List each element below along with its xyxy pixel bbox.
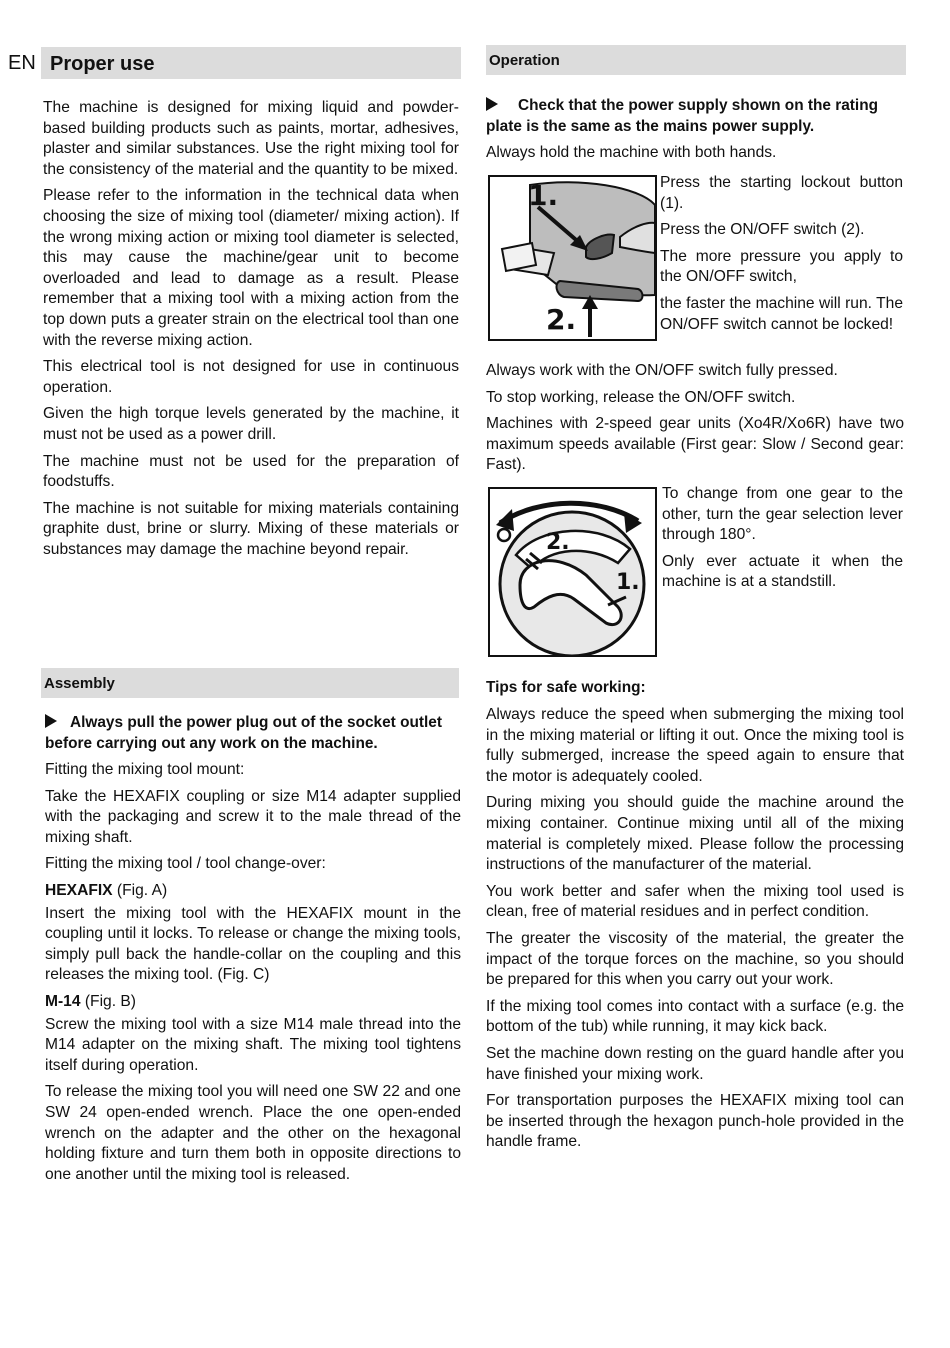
release-text: To release the mixing tool you will need one SW 22 and one SW 24 open-ended wrench. Place the one open-ended wrench on the adapter and the other on the hexagonal holding fixture and turn them both in opposite directions to one another until the mixing tool is released. <box>45 1083 461 1183</box>
gear-selector-illustration <box>490 489 655 655</box>
assembly-heading: Assembly <box>41 668 459 698</box>
figure-label-1: 1. <box>528 179 559 212</box>
assembly-warning: Always pull the power plug out of the socket outlet before carrying out any work on the machine. <box>45 714 442 752</box>
switch-figure <box>488 175 657 341</box>
switch-step-text: Press the ON/OFF switch (2). <box>660 221 865 239</box>
m14-title: M-14 (Fig. B) <box>45 992 136 1010</box>
stop-text: To stop working, release the ON/OFF switch. <box>486 388 796 406</box>
tips-paragraph: You work better and safer when the mixing tool used is clean, free of material residues and in perfect condition. <box>486 882 904 921</box>
gear-step-text: Only ever actuate it when the machine is at a standstill. <box>662 552 903 591</box>
hold-text: Always hold the machine with both hands. <box>486 144 777 161</box>
tips-paragraph: Set the machine down resting on the guard handle after you have finished your mixing work. <box>486 1044 904 1083</box>
switch-step-text: Press the starting lockout button (1). <box>660 174 903 212</box>
proper-use-section <box>41 47 461 566</box>
operation-warning: Check that the power supply shown on the rating plate is the same as the mains power supply. <box>486 97 878 135</box>
gear-figure-text <box>662 484 903 599</box>
proper-use-paragraph: Please refer to the information in the technical data when choosing the size of mixing tool (diameter/ mixing action). If the wrong mixing action or mixing tool diameter is selected, this may cause the machine/gear unit to become overloaded and lead to damage as a result. Please remember that a mixing tool with a mixing action from the top down puts a greater strain on the electrical tool than one with the reverse mixing action. <box>43 187 459 349</box>
change-title: Fitting the mixing tool / tool change-over: <box>45 855 326 873</box>
hexafix-title: HEXAFIX (Fig. A) <box>45 881 168 899</box>
tips-paragraph: If the mixing tool comes into contact with a surface (e.g. the bottom of the tub) while running, it may kick back. <box>486 997 904 1036</box>
gear-selector-figure <box>488 487 657 657</box>
tips-section <box>486 679 904 1159</box>
warning-arrow-icon <box>486 97 498 111</box>
figure-label-2: 2. <box>546 303 577 336</box>
tips-paragraph: The greater the viscosity of the material, the greater the impact of the torque forces on the machine, so you should be prepared for this when you carry out your work. <box>486 929 904 989</box>
gear-units-text: Machines with 2-speed gear units (Xo4R/Xo6R) have two maximum speeds available (First gear: Slow / Second gear: Fast). <box>486 415 904 474</box>
tips-paragraph: Always reduce the speed when submerging the mixing tool in the mixing material or lifting it out. Once the mixing tool is fully submerged, increase the speed again to ensure that the motor is adequately cooled. <box>486 706 904 785</box>
proper-use-paragraph: The machine is designed for mixing liquid and powder-based building products such as paints, mortar, adhesives, plaster and similar substances. Use the right mixing tool for the consistency of the material and the quantity to be mixed. <box>43 99 459 178</box>
tips-paragraph: During mixing you should guide the machine around the mixing container. Continue mixing until all of the mixing material is completely mixed. Please follow the processing instructions of the manufacturer of the material. <box>486 794 904 874</box>
operation-continued <box>486 361 904 482</box>
mount-text: Take the HEXAFIX coupling or size M14 adapter supplied with the packaging and screw it to the male thread of the mixing shaft. <box>45 787 461 846</box>
language-marker: EN <box>8 52 36 74</box>
proper-use-paragraph: The machine must not be used for the preparation of foodstuffs. <box>43 452 459 491</box>
switch-figure-text <box>660 173 903 341</box>
proper-use-heading: Proper use <box>41 47 461 79</box>
switch-step-text: the faster the machine will run. The ON/OFF switch cannot be locked! <box>660 294 903 333</box>
proper-use-paragraph: Given the high torque levels generated by the machine, it must not be used as a power drill. <box>43 405 459 443</box>
mount-title: Fitting the mixing tool mount: <box>45 761 245 778</box>
gear-step-text: To change from one gear to the other, turn the gear selection lever through 180°. <box>662 485 903 544</box>
m14-text: Screw the mixing tool with a size M14 male thread into the M14 adapter on the mixing shaft. The mixing tool tightens itself during operation. <box>45 1015 461 1074</box>
hexafix-text: Insert the mixing tool with the HEXAFIX mount in the coupling until it locks. To release or change the mixing tools, simply pull back the handle-collar on the coupling and this releases the mixing tool. (Fig. C) <box>45 904 461 984</box>
switch-step-text: The more pressure you apply to the ON/OFF switch, <box>660 247 903 286</box>
operation-section <box>486 45 906 170</box>
warning-arrow-icon <box>45 714 57 728</box>
proper-use-paragraph: This electrical tool is not designed for use in continuous operation. <box>43 358 459 396</box>
tips-paragraph: For transportation purposes the HEXAFIX mixing tool can be inserted through the hexagon punch-hole provided in the handle frame. <box>486 1092 904 1151</box>
gear-label-1: 1. <box>616 570 640 595</box>
switch-illustration <box>490 177 655 339</box>
assembly-section <box>41 668 459 1191</box>
tips-heading: Tips for safe working: <box>486 679 646 696</box>
operation-heading: Operation <box>486 45 906 75</box>
proper-use-paragraph: The machine is not suitable for mixing materials containing graphite dust, brine or slurry. Mixing of these materials or substances may damage the machine beyond repair. <box>43 499 459 558</box>
gear-label-2: 2. <box>546 530 570 555</box>
fully-pressed-text: Always work with the ON/OFF switch fully pressed. <box>486 362 838 379</box>
